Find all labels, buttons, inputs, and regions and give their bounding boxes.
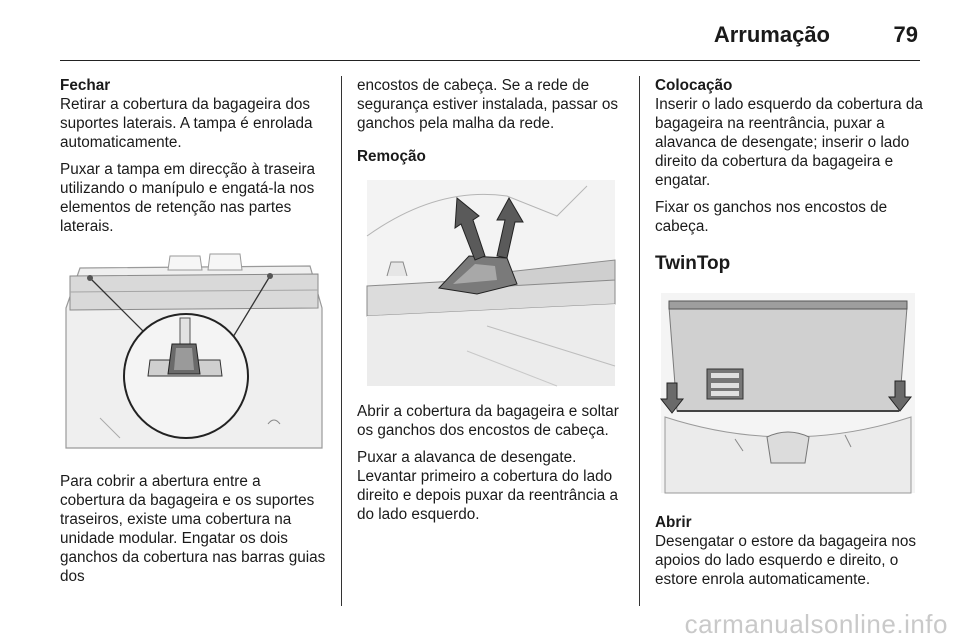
figure-release-lever	[357, 176, 625, 388]
heading-colocacao: Colocação	[655, 77, 733, 94]
heading-abrir: Abrir	[655, 514, 692, 531]
figure-cargo-cover-hook	[60, 248, 328, 456]
column-divider-2	[639, 76, 640, 606]
paragraph: Fixar os ganchos nos encostos de cabeça.	[655, 199, 888, 235]
watermark: carmanualsonline.info	[684, 609, 948, 639]
column-divider-1	[341, 76, 342, 606]
paragraph: Retirar a cobertura da bagageira dos suportes laterais. A tampa é enrolada automaticamente.	[60, 96, 313, 151]
page-title: Arrumação	[713, 22, 830, 47]
paragraph: Inserir o lado esquerdo da cobertura da bagageira na reentrância, puxar a alavanca de desengate; inserir o lado direito da cobertura da bagageira e engatar.	[655, 96, 923, 189]
heading-fechar: Fechar	[60, 77, 111, 94]
paragraph: encostos de cabeça. Se a rede de segurança estiver instalada, passar os ganchos pela malha da rede.	[357, 77, 619, 132]
column-2	[357, 76, 625, 532]
figure-twintop-blind	[655, 287, 921, 495]
column-3	[655, 76, 925, 597]
heading-remocao: Remoção	[357, 148, 426, 165]
paragraph: Desengatar o estore da bagageira nos apoios do lado esquerdo e direito, o estore enrola automaticamente.	[655, 533, 917, 588]
paragraph: Abrir a cobertura da bagageira e soltar os ganchos dos encostos de cabeça.	[357, 403, 619, 439]
page-number: 79	[893, 22, 918, 47]
paragraph: Para cobrir a abertura entre a cobertura da bagageira e os suportes traseiros, existe uma cobertura na unidade modular. Engatar os dois ganchos da cobertura nas barras guias dos	[60, 473, 326, 585]
section-title-twintop: TwinTop	[655, 253, 731, 274]
paragraph: Puxar a tampa em direcção à traseira utilizando o manípulo e engatá-la nos elementos de retenção nas partes laterais.	[60, 161, 316, 235]
paragraph: Puxar a alavanca de desengate. Levantar primeiro a cobertura do lado direito e depois puxar da reentrância a do lado esquerdo.	[357, 449, 619, 523]
page-header	[60, 12, 920, 61]
column-1	[60, 76, 328, 594]
